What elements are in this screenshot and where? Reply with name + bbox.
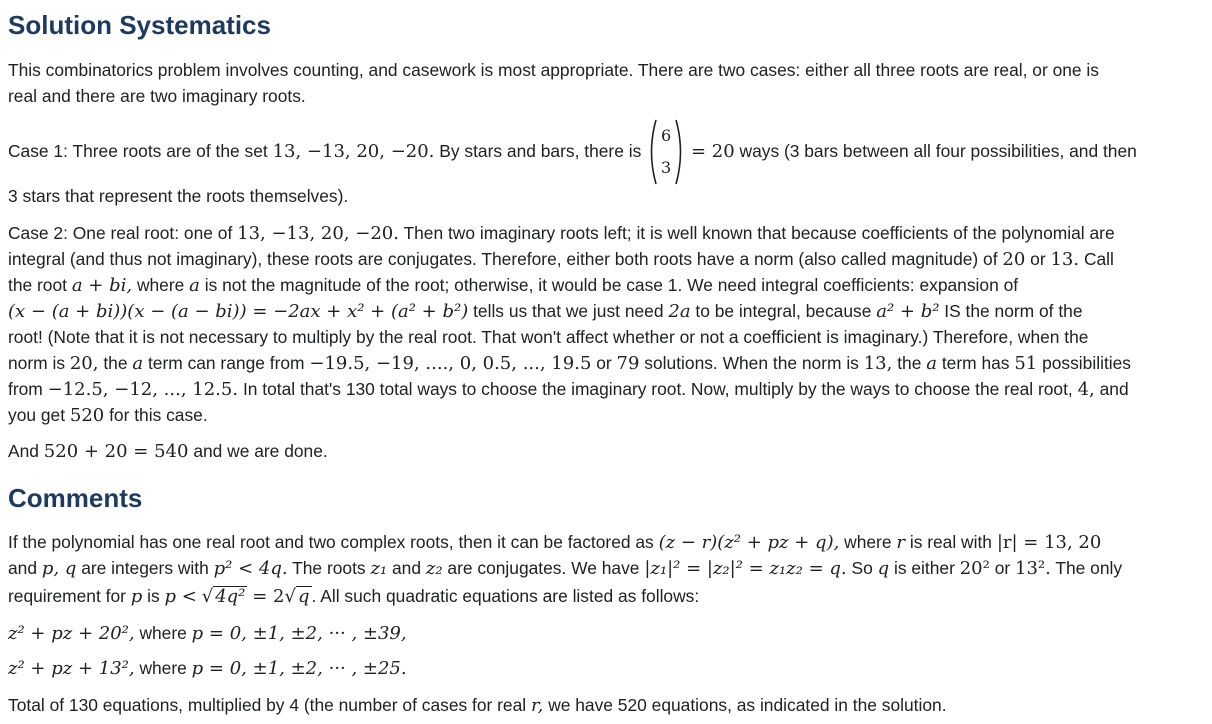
intro-line-2: real and there are two imaginary roots. (8, 86, 306, 106)
heading-comments: Comments (8, 483, 143, 513)
case-2-line-4: (x − (a + bi))(x − (a − bi)) = −2ax + x² + (a² + b²) tells us that we just need 2a to be integral, because a² + b² IS the norm of the (8, 301, 1083, 322)
heading-solution: Solution Systematics (8, 10, 271, 40)
case-2-line-1: Case 2: One real root: one of 13, −13, 20, −20. Then two imaginary roots left; it is well known that because coefficients of the polynomial are (8, 223, 1115, 244)
conclusion-line: And 520 + 20 = 540 and we are done. (8, 441, 328, 462)
equation-list-1: z² + pz + 20², where p = 0, ±1, ±2, ··· , ±39, (8, 623, 407, 644)
case-1-line: Case 1: Three roots are of the set 13, −13, 20, −20. By stars and bars, there is 6 3 = 20 ways (3 bars between all four possibilities, and then (8, 114, 1208, 189)
case-2-line-6: norm is 20, the a term can range from −19.5, −19, ...., 0, 0.5, ..., 19.5 or 79 solutions. When the norm is 13, the a term has 51 possibilities (8, 353, 1132, 374)
comments-line-1: If the polynomial has one real root and two complex roots, then it can be factored as (z − r)(z² + pz + q), where r is real with |r| = 13, 20 (8, 532, 1102, 553)
comments-line-2: and p, q are integers with p² < 4q. The roots z₁ and z₂ are conjugates. We have |z₁|² = |z₂|² = z₁z₂ = q. So q is either 20² or 13². The only (8, 558, 1123, 579)
binomial-coefficient: 6 3 (646, 117, 686, 187)
case-2-line-5: root! (Note that it is not necessary to multiply by the real root. That won't affect whether or not a coefficient is imaginary.) Therefore, when the (8, 327, 1089, 347)
case-2-line-2: integral (and thus not imaginary), these roots are conjugates. Therefore, either both roots have a norm (also called magnitude) of 20 or 13. Call (8, 249, 1114, 270)
intro-line-1: This combinatorics problem involves counting, and casework is most appropriate. There are two cases: either all three roots are real, or one is (8, 60, 1099, 80)
comments-line-3: requirement for p is p < √ 4q² = 2√ q . All such quadratic equations are listed as follows: (8, 586, 700, 607)
case-2-line-3: the root a + bi, where a is not the magnitude of the root; otherwise, it would be case 1. We need integral coefficients: expansion of (8, 275, 1019, 296)
total-line: Total of 130 equations, multiplied by 4 (the number of cases for real r, we have 520 equations, as indicated in the solution. (8, 695, 947, 716)
case-1-line-2: 3 stars that represent the roots themselves). (8, 186, 349, 206)
equation-list-2: z² + pz + 13², where p = 0, ±1, ±2, ··· , ±25. (8, 658, 407, 679)
case-2-line-7: from −12.5, −12, ..., 12.5. In total that's 130 total ways to choose the imaginary root. Now, multiply by the ways to choose the real root, 4, and (8, 379, 1129, 400)
case-2-line-8: you get 520 for this case. (8, 405, 208, 426)
